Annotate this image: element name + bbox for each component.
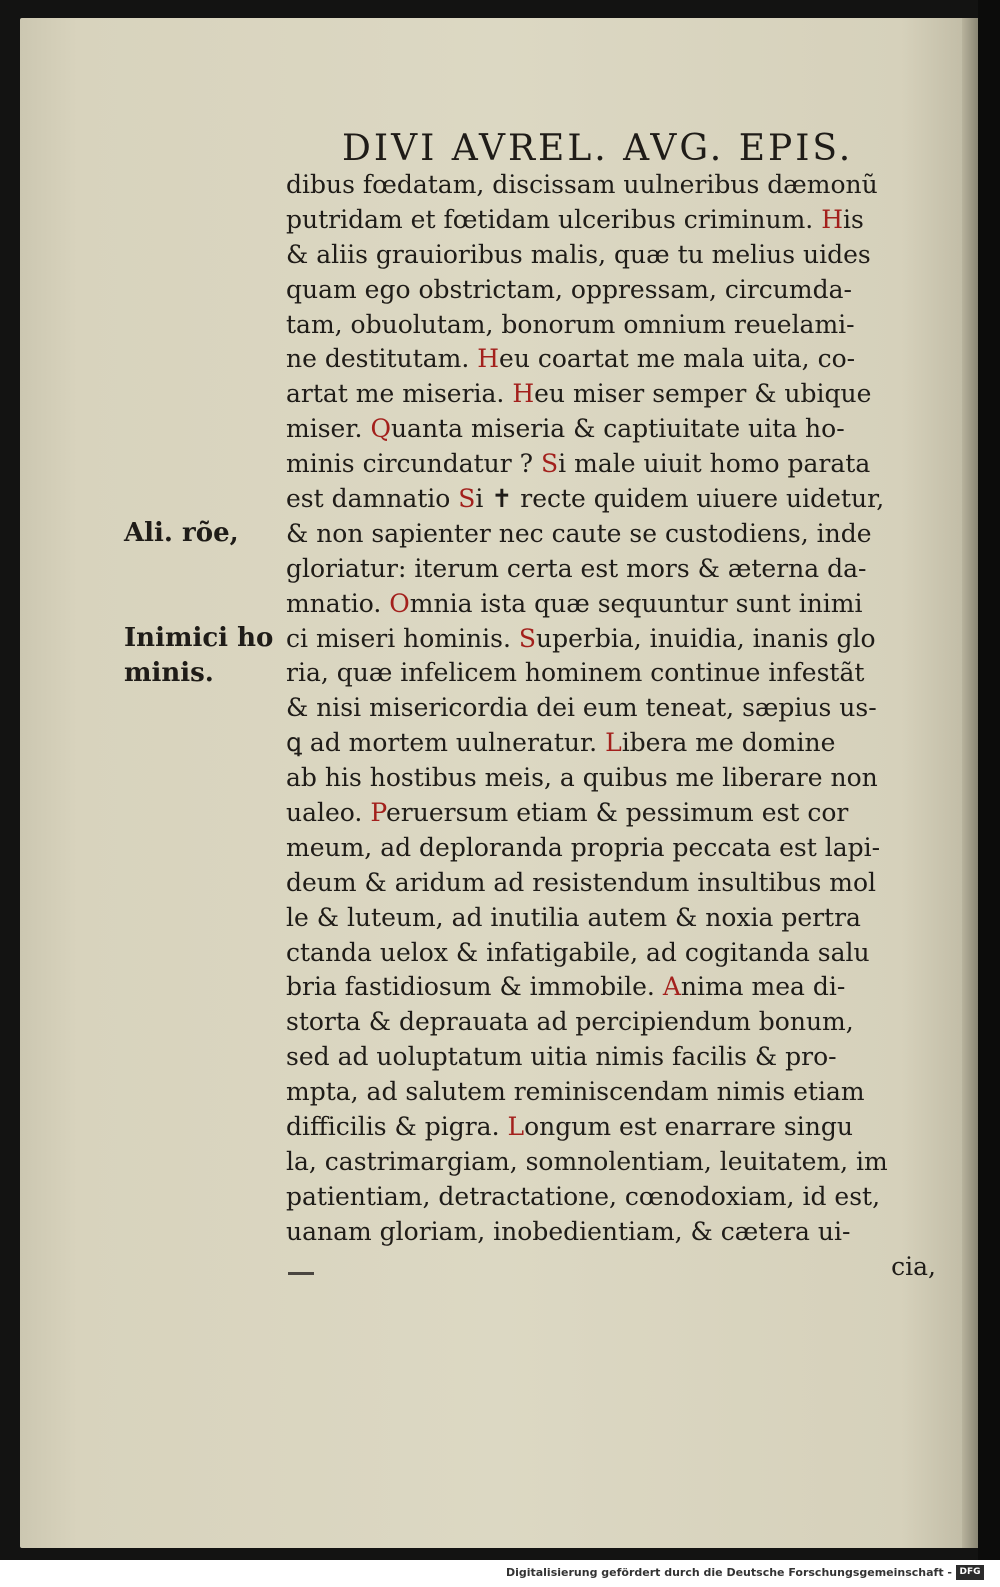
text-segment: patientiam, detractatione, cœnodoxiam, id est, — [286, 1181, 881, 1211]
text-line — [286, 1145, 936, 1180]
text-line — [286, 796, 936, 831]
text-segment: la, castrimargiam, somnolentiam, leuitatem, im — [286, 1146, 888, 1176]
text-line — [286, 1180, 936, 1215]
text-segment: mnatio. — [286, 588, 390, 618]
text-segment: difficilis & pigra. — [286, 1112, 508, 1142]
text-segment: bria fastidiosum & immobile. — [286, 972, 663, 1002]
text-line — [286, 866, 936, 901]
page-gutter-shadow — [962, 18, 978, 1548]
text-segment: eu miser semper & ubique — [534, 379, 872, 409]
rubricated-initial: A — [662, 972, 681, 1002]
text-segment: deum & aridum ad resistendum insultibus mol — [286, 867, 877, 897]
text-segment: eu coartat me mala uita, co- — [499, 344, 856, 374]
text-segment: eruersum etiam & pessimum est cor — [386, 798, 849, 828]
text-segment: tam, obuolutam, bonorum omnium reuelami- — [286, 309, 855, 339]
text-segment: minis circundatur ? — [286, 449, 542, 479]
text-segment: storta & deprauata ad percipiendum bonum, — [286, 1007, 854, 1037]
margin-note: minis. — [124, 657, 214, 688]
text-line — [286, 761, 936, 796]
text-line — [286, 238, 936, 273]
funding-credit: Digitalisierung gefördert durch die Deutsche Forschungsgemeinschaft - — [505, 1566, 952, 1579]
text-segment: sed ad uoluptatum uitia nimis facilis & pro- — [286, 1042, 837, 1072]
text-line — [286, 726, 936, 761]
text-segment: ab his hostibus meis, a quibus me liberare non — [286, 763, 878, 793]
text-segment: dibus fœdatam, discissam uulneribus dæmonũ — [286, 170, 878, 199]
text-segment: artat me miseria. — [286, 379, 513, 409]
text-segment: ne destitutam. — [286, 344, 478, 374]
text-segment: le & luteum, ad inutilia autem & noxia pertra — [286, 902, 861, 932]
margin-note: Ali. rõe, — [124, 518, 239, 548]
margin-note: Inimici ho — [124, 622, 274, 653]
text-segment: uanta miseria & captiuitate uita ho- — [390, 414, 845, 444]
text-segment: nima mea di- — [680, 972, 846, 1002]
text-line — [286, 552, 936, 587]
text-line — [286, 587, 936, 622]
text-line — [286, 656, 936, 691]
text-segment: uperbia, inuidia, inanis glo — [535, 623, 876, 653]
text-segment: ualeo. — [286, 798, 371, 828]
rubricated-initial: P — [370, 798, 387, 828]
book-spine-edge — [978, 0, 1000, 1560]
text-line — [286, 168, 936, 203]
text-line — [286, 447, 936, 482]
text-line — [286, 1250, 936, 1285]
rubricated-initial: S — [458, 484, 476, 514]
text-segment: is — [843, 204, 864, 234]
text-line — [286, 970, 936, 1005]
text-segment: & nisi misericordia dei eum teneat, sæpius us- — [286, 693, 877, 723]
text-line — [286, 412, 936, 447]
rubricated-initial: Q — [370, 414, 391, 444]
text-segment: quam ego obstrictam, oppressam, circumda- — [286, 274, 852, 304]
text-segment: & non sapienter nec caute se custodiens, inde — [286, 518, 872, 548]
running-head: DIVI AVREL. AVG. EPIS. — [342, 128, 854, 169]
digitization-footer — [0, 1560, 1000, 1587]
text-segment: i ✝ recte quidem uiuere uidetur, — [475, 484, 885, 514]
text-line — [286, 377, 936, 412]
text-segment: ctanda uelox & infatigabile, ad cogitanda salu — [286, 937, 870, 967]
text-line — [286, 1215, 936, 1250]
text-line — [286, 308, 936, 343]
text-segment: ibera me domine — [621, 728, 836, 758]
text-segment: ci miseri hominis. — [286, 623, 519, 653]
text-line — [286, 622, 936, 657]
text-segment: meum, ad deploranda propria peccata est lapi- — [286, 832, 881, 862]
catchword-mark — [288, 1272, 314, 1275]
text-line — [286, 1110, 936, 1145]
text-segment: ongum est enarrare singu — [524, 1112, 853, 1142]
rubricated-initial: O — [389, 588, 410, 618]
rubricated-initial: S — [518, 623, 536, 653]
text-line — [286, 831, 936, 866]
text-segment: miser. — [286, 414, 371, 444]
dfg-logo-icon: DFG — [956, 1565, 984, 1580]
text-segment: cia, — [891, 1251, 936, 1281]
text-line — [286, 517, 936, 552]
rubricated-initial: L — [605, 728, 622, 758]
text-line — [286, 482, 936, 517]
text-segment: mpta, ad salutem reminiscendam nimis etiam — [286, 1077, 865, 1107]
text-line — [286, 1040, 936, 1075]
text-line — [286, 691, 936, 726]
text-line — [286, 936, 936, 971]
body-text — [286, 168, 936, 1285]
text-line — [286, 203, 936, 238]
text-segment: i male uiuit homo parata — [558, 449, 871, 479]
text-segment: & aliis grauioribus malis, quæ tu melius uides — [286, 239, 871, 269]
text-segment: gloriatur: iterum certa est mors & æterna da- — [286, 553, 867, 583]
text-segment: est damnatio — [286, 484, 459, 514]
text-line — [286, 901, 936, 936]
text-segment: mnia ista quæ sequuntur sunt inimi — [409, 588, 863, 618]
rubricated-initial: S — [541, 449, 559, 479]
text-line — [286, 273, 936, 308]
text-segment: uanam gloriam, inobedientiam, & cætera ui- — [286, 1216, 851, 1246]
rubricated-initial: H — [512, 379, 535, 409]
text-segment: ria, quæ infelicem hominem continue infestãt — [286, 658, 865, 688]
text-line — [286, 1005, 936, 1040]
text-segment: ꝗ ad mortem uulneratur. — [286, 728, 606, 758]
rubricated-initial: H — [821, 204, 844, 234]
text-line — [286, 342, 936, 377]
text-line — [286, 1075, 936, 1110]
rubricated-initial: L — [507, 1112, 525, 1142]
rubricated-initial: H — [477, 344, 500, 374]
text-segment: putridam et fœtidam ulceribus criminum. — [286, 204, 822, 234]
